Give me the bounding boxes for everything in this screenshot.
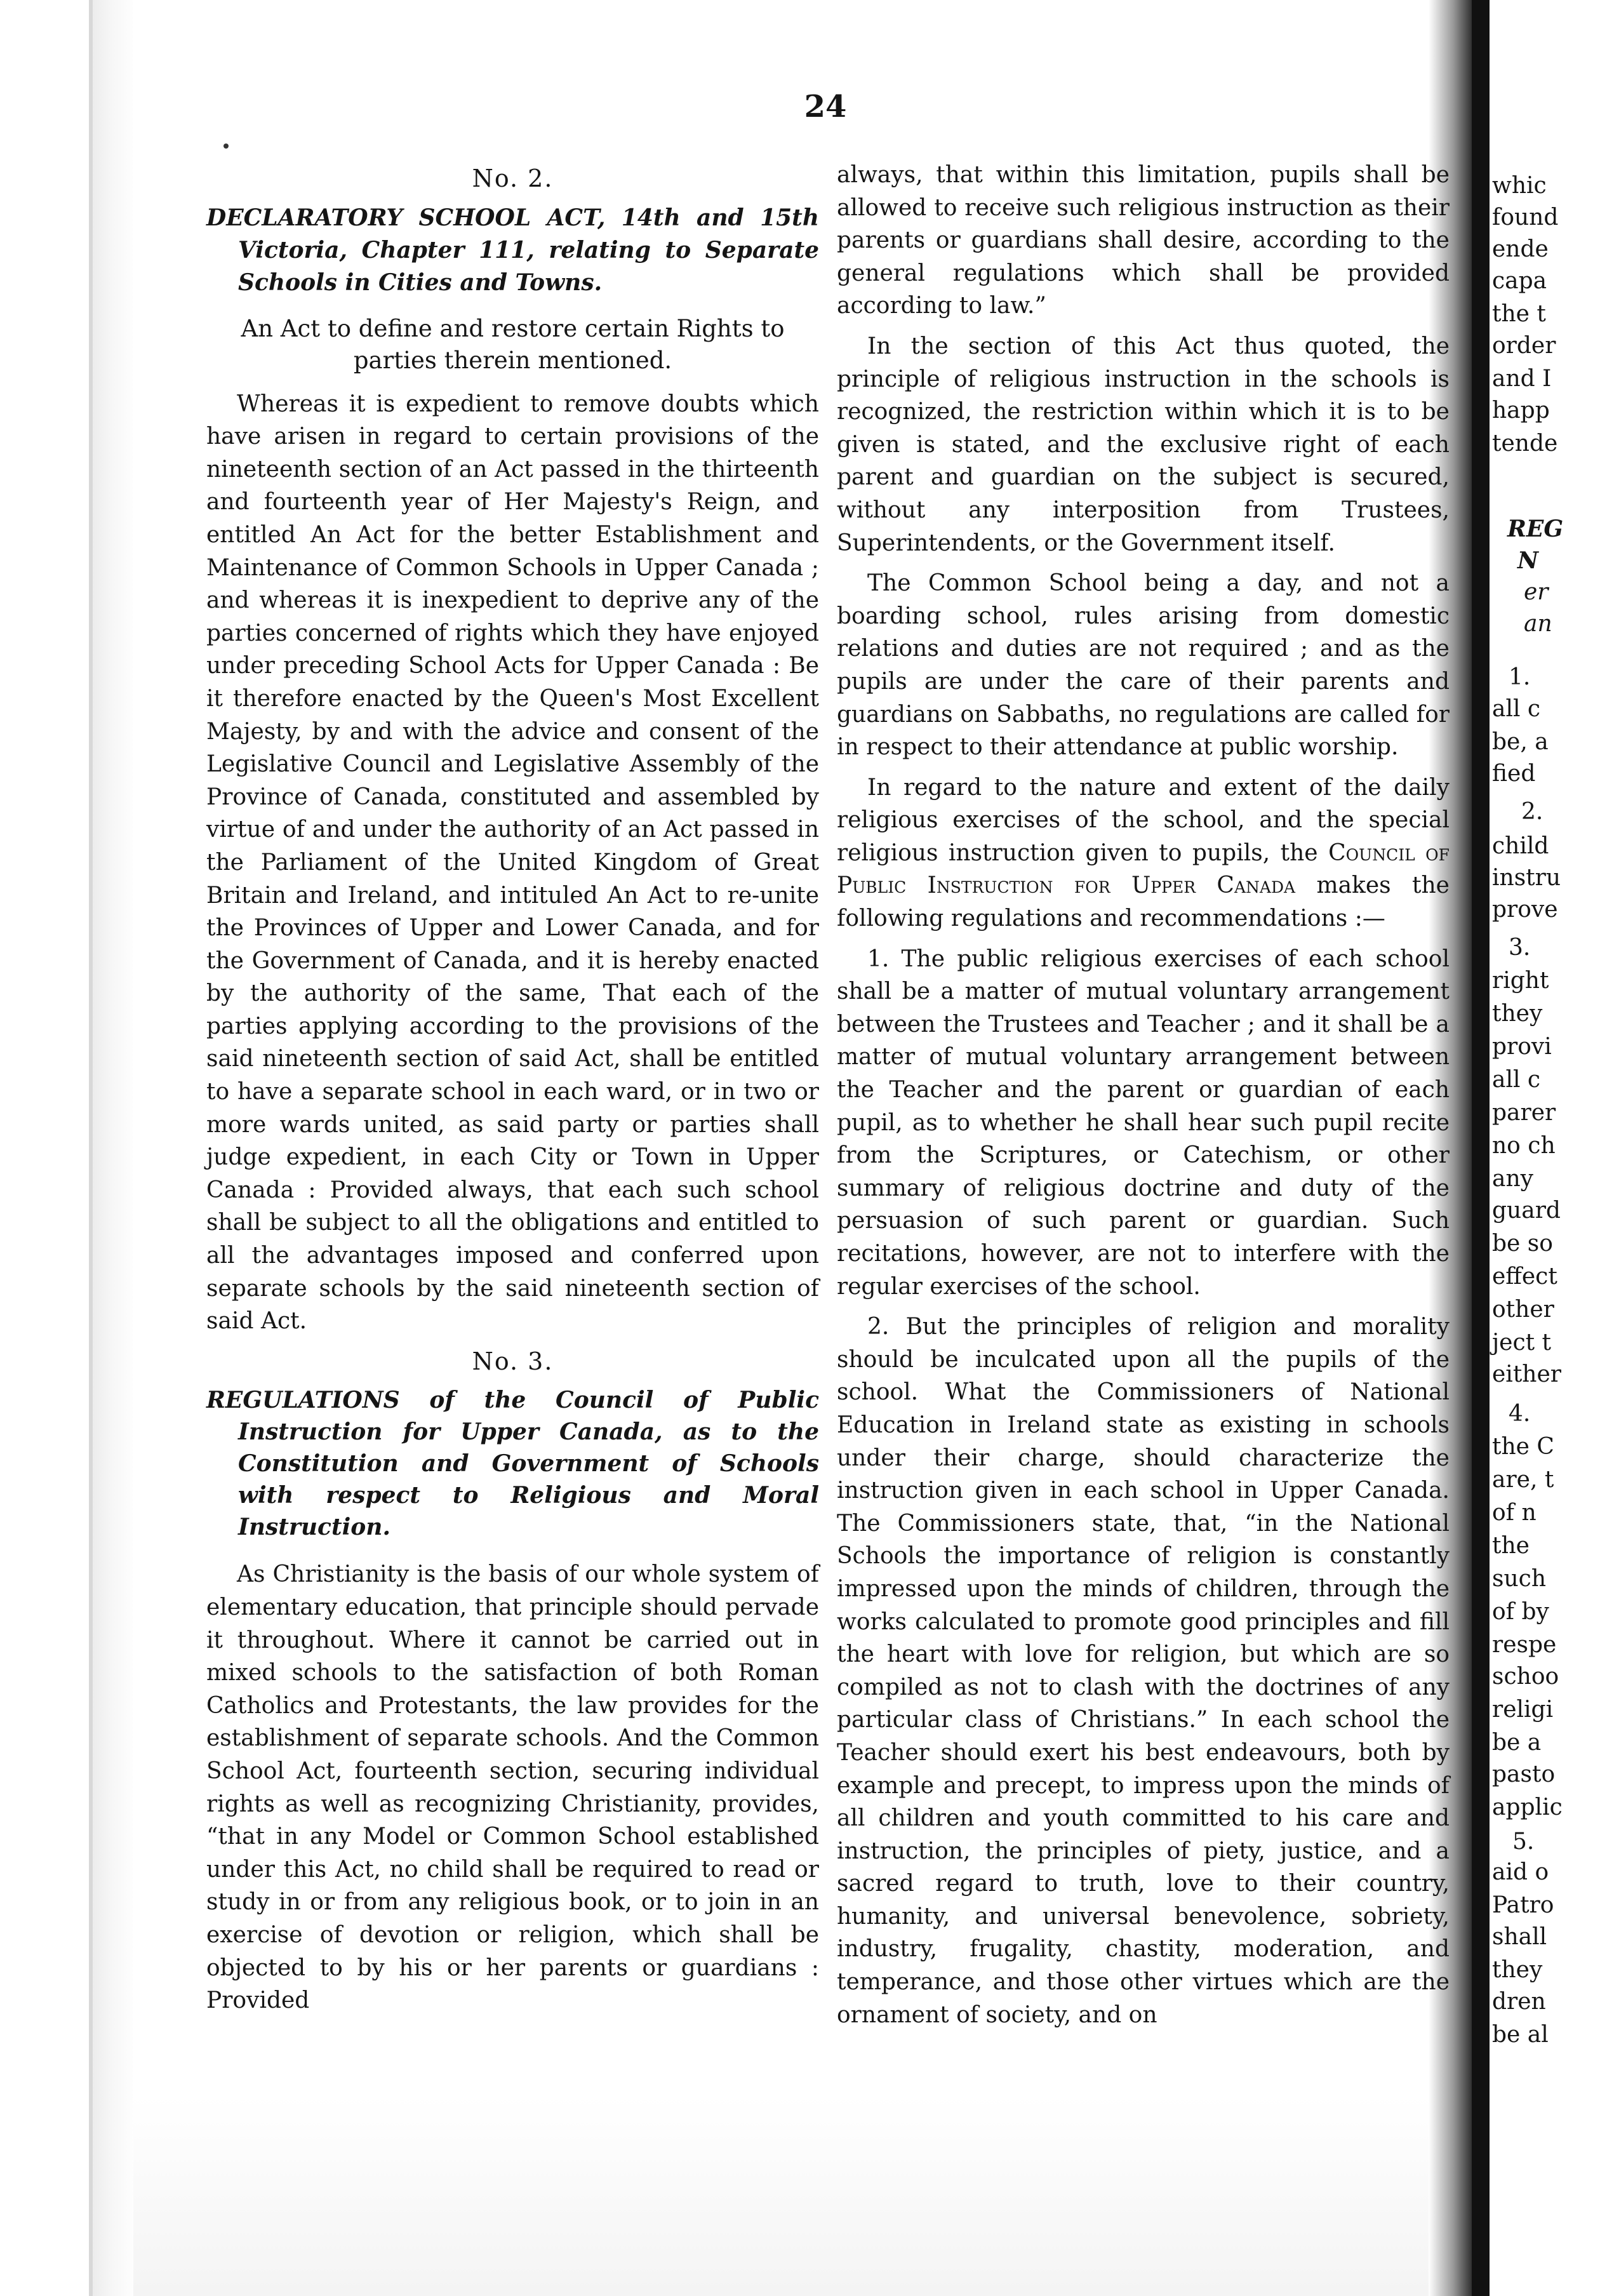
facing-page-line: all c	[1492, 1067, 1541, 1093]
facing-page-line: 2.	[1521, 799, 1543, 825]
act-subtitle: An Act to define and restore certain Rights to parties therein mentioned.	[241, 314, 785, 374]
facing-page-line: ject t	[1492, 1330, 1552, 1356]
paragraph-in-regard	[837, 771, 1450, 935]
scan-speck	[223, 144, 229, 149]
paragraph-section: In the section of this Act thus quoted, the principle of religious instruction in the schools is recognized, the restriction within which it is to be given is stated, and the exclusive right of each parent and guardian on the subject is secured, without any interposition from Trustees, Superintendents, or the Government itself.	[837, 333, 1450, 556]
facing-page-line: dren	[1492, 1989, 1546, 2015]
act-title: DECLARATORY SCHOOL ACT, 14th and 15th Victoria, Chapter 111, relating to Separate Schools in Cities and Towns.	[206, 204, 819, 296]
facing-page-line: fied	[1492, 761, 1536, 787]
facing-page-line: the t	[1492, 301, 1546, 327]
binding-strip	[1472, 0, 1490, 2296]
facing-page-line: either	[1492, 1361, 1561, 1387]
facing-page-line: right	[1492, 968, 1549, 994]
facing-page-line: 3.	[1509, 935, 1531, 961]
page-bottom-margin	[133, 2095, 1429, 2296]
facing-page-line: found	[1492, 204, 1559, 230]
paragraph-christianity: As Christianity is the basis of our whole system of elementary education, that principle should pervade it throughout. Where it cannot be carried out in mixed schools to the satisfaction of both Roman Catholics and Protestants, the law provides for the establishment of separate schools. And the Common School Act, fourteenth section, securing individual rights as well as recognizing Christianity, provides, “that in any Model or Common School established under this Act, no child shall be required to read or study in or from any religious book, or to join in an exercise of devotion or religion, which shall be objected to by his or her parents or guardians : Provided	[206, 1561, 819, 2014]
facing-page-line: guard	[1492, 1198, 1561, 1224]
facing-page-line: the	[1492, 1533, 1530, 1559]
facing-page-line: respe	[1492, 1632, 1557, 1658]
facing-page-line: be a	[1492, 1730, 1542, 1756]
facing-page-line: any	[1492, 1166, 1533, 1192]
facing-page-line: N	[1517, 547, 1538, 574]
facing-page-line: 5.	[1512, 1829, 1535, 1855]
facing-page-line: Patro	[1492, 1892, 1554, 1918]
facing-page-line: be so	[1492, 1231, 1553, 1257]
in-regard-text: In regard to the nature and extent of the daily religious exercises of the school, and the special religious instruction given to pupils, the	[837, 774, 1450, 866]
facing-page-line: tende	[1492, 431, 1558, 457]
facing-page-line: ende	[1492, 236, 1549, 262]
facing-page-line: er	[1524, 579, 1549, 605]
facing-page-line: shall	[1492, 1924, 1547, 1950]
facing-page-line: REG	[1507, 516, 1564, 542]
facing-page-line: of n	[1492, 1500, 1537, 1526]
regulation-2: 2. But the principles of religion and morality should be inculcated upon all the pupils of the school. What the Commissioners of National Education in Ireland state as existing in schools under their charge, should characterize the instruction given in each school in Upper Canada. The Commissioners state, that, “in the National Schools the importance of religion is constantly impressed upon the minds of children, through the works calculated to promote good principles and fill the heart with love for religion, but which are so compiled as not to clash with the doctrines of any particular class of Christians.” In each school the Teacher should exert his best endeavours, both by example and precept, to impress upon the minds of all children and youth committed to his care and instruction, the principles of piety, justice, and a sacred regard to truth, love to their country, humanity, and universal benevolence, sobriety, industry, frugality, chastity, moderation, and temperance, and those other virtues which are the ornament of society, and on	[837, 1314, 1450, 2028]
facing-page-line: applic	[1492, 1794, 1563, 1820]
facing-page-line: be, a	[1492, 729, 1549, 755]
right-column	[837, 159, 1450, 2039]
facing-page-line: they	[1492, 1957, 1543, 1983]
facing-page-line: capa	[1492, 268, 1547, 294]
facing-page-line: 4.	[1509, 1401, 1531, 1427]
council-name: Council of Public Instruction for Upper Canada	[837, 839, 1450, 899]
facing-page-line: schoo	[1492, 1664, 1559, 1690]
facing-page-line: other	[1492, 1297, 1554, 1323]
regulations-title: REGULATIONS of the Council of Public Instruction for Upper Canada, as to the Constitution and Government of Schools with respect to Religious and Moral Instruction.	[206, 1387, 819, 1541]
facing-page-line: they	[1492, 1001, 1543, 1027]
facing-page-line: prove	[1492, 897, 1558, 923]
scan-background	[0, 0, 89, 2296]
left-column	[206, 159, 819, 2025]
facing-page-line: of by	[1492, 1599, 1549, 1625]
section-number-3: No. 3.	[472, 1347, 554, 1375]
section-number-2: No. 2.	[472, 164, 554, 192]
facing-page-line: are, t	[1492, 1467, 1554, 1493]
paragraph-common-school: The Common School being a day, and not a boarding school, rules arising from domestic relations and duties are not required ; and as the pupils are under the care of their parents and guardians on Sabbaths, no regulations are called for in respect to their attendance at public worship.	[837, 570, 1450, 761]
facing-page-line: 1.	[1509, 664, 1531, 690]
facing-page-line: child	[1492, 833, 1549, 859]
in-regard-text-end: makes the following regulations and recommendations :—	[837, 872, 1450, 932]
facing-page-line: no ch	[1492, 1133, 1556, 1159]
facing-page-line: all c	[1492, 696, 1541, 722]
facing-page-line: such	[1492, 1566, 1547, 1592]
regulation-1: 1. The public religious exercises of each school shall be a matter of mutual voluntary arrangement between the Trustees and Teacher ; and it shall be a matter of mutual voluntary arrangement between the Teacher and the parent or guardian of each pupil, as to whether he shall hear such pupil recite from the Scriptures, or Catechism, or other summary of religious doctrine and duty of the persuasion of such parent or guardian. Such recitations, however, are not to interfere with the regular exercises of the school.	[837, 945, 1450, 1300]
facing-page-line: provi	[1492, 1034, 1552, 1060]
facing-page-line: pasto	[1492, 1761, 1556, 1787]
facing-page-line: an	[1524, 611, 1552, 637]
page-number: 24	[804, 89, 847, 124]
facing-page-line: order	[1492, 333, 1556, 359]
facing-page-fragment	[1490, 0, 1600, 2296]
facing-page-line: be al	[1492, 2022, 1549, 2048]
facing-page-line: happ	[1492, 397, 1550, 424]
facing-page-line: instru	[1492, 865, 1561, 891]
facing-page-line: aid o	[1492, 1859, 1549, 1885]
facing-page-line: whic	[1492, 173, 1547, 199]
facing-page-line: effect	[1492, 1264, 1557, 1290]
facing-page-line: and I	[1492, 366, 1552, 392]
facing-page-line: the C	[1492, 1434, 1554, 1460]
paragraph-continuation: always, that within this limitation, pupils shall be allowed to receive such religious instruction as their parents or guardians shall desire, according to the general regulations which shall be provided according to law.”	[837, 162, 1450, 319]
facing-page-line: parer	[1492, 1100, 1556, 1126]
facing-page-line: religi	[1492, 1697, 1554, 1723]
paragraph-whereas: Whereas it is expedient to remove doubts which have arisen in regard to certain provisions of the nineteenth section of an Act passed in the thirteenth and fourteenth year of Her Majesty's Reign, and entitled An Act for the better Establishment and Maintenance of Common Schools in Upper Canada ; and whereas it is inexpedient to deprive any of the parties concerned of rights which they have enjoyed under preceding School Acts for Upper Canada : Be it therefore enacted by the Queen's Most Excellent Majesty, by and with the advice and consent of the Legislative Council and Legislative Assembly of the Province of Canada, constituted and assembled by virtue of and under the authority of an Act passed in the Parliament of the United Kingdom of Great Britain and Ireland, and intituled An Act to re-unite the Provinces of Upper and Lower Canada, and for the Government of Canada, and it is hereby enacted by the authority of the same, That each of the parties applying according to the provisions of the said nineteenth section of said Act, shall be entitled to have a separate school in each ward, or in two or more wards united, as said party or parties shall judge expedient, in each City or Town in Upper Canada : Provided always, that each such school shall be subject to all the obligations and entitled to all the advantages imposed and conferred upon separate schools by the said nineteenth section of said Act.	[206, 390, 819, 1335]
page-left-edge	[89, 0, 137, 2296]
